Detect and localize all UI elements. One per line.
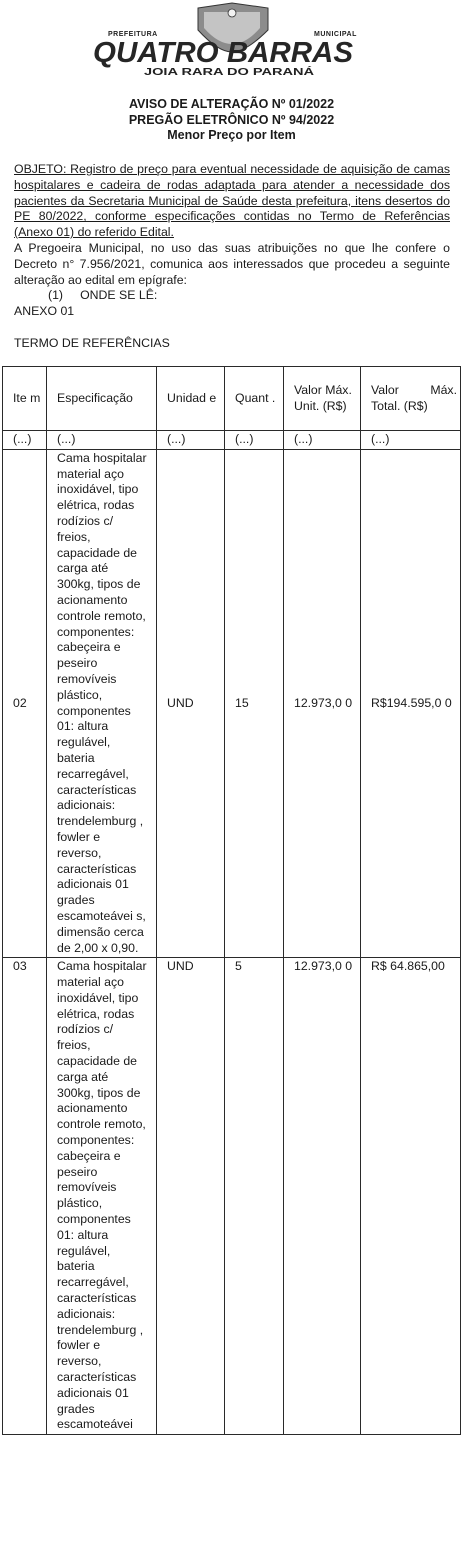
header-especificacao: Especificação xyxy=(47,367,157,431)
valor-total-cell: R$194.595,0 0 xyxy=(361,449,461,958)
valor-unit-cell: 12.973,0 0 xyxy=(284,449,361,958)
anexo-label: ANEXO 01 xyxy=(14,304,75,319)
ellipsis-cell: (...) xyxy=(225,431,284,450)
ellipsis-cell: (...) xyxy=(3,431,47,450)
especificacao-cell: Cama hospitalar material aço inoxidável, tipo elétrica, rodas rodízios c/ freios, capacidade de carga até 300kg, tipos de acionamento controle remoto, componentes: cabeçeira e peseiro removíveis plástico, componentes 01: altura regulável, bateria recarregável, características adicionais: trendelemburg , fowler e reverso, características adicionais 01 grades escamoteávei xyxy=(47,958,157,1435)
item-cell: 02 xyxy=(3,449,47,958)
intro-paragraph: A Pregoeira Municipal, no uso das suas atribuições no que lhe confere o Decreto n° 7.956/2021, comunica aos interessados que procedeu a seguinte alteração ao edital em epígrafe: xyxy=(14,240,450,287)
termo-title: TERMO DE REFERÊNCIAS xyxy=(14,335,170,350)
logo-graphic xyxy=(0,0,463,90)
notice-subtitle: PREGÃO ELETRÔNICO Nº 94/2022 xyxy=(128,112,335,127)
logo-small-right: MUNICIPAL xyxy=(314,31,357,38)
ellipsis-cell: (...) xyxy=(284,431,361,450)
table-header-row xyxy=(3,367,461,431)
valor-total-cell: R$ 64.865,00 xyxy=(361,958,461,1435)
logo-name: QUATRO BARRAS xyxy=(93,37,354,69)
header-item: Ite m xyxy=(3,367,47,431)
ellipsis-cell: (...) xyxy=(157,431,225,450)
valor-unit-cell: 12.973,0 0 xyxy=(284,958,361,1435)
quant-cell: 5 xyxy=(225,958,284,1435)
table-row xyxy=(3,958,461,1435)
objeto-paragraph: OBJETO: Registro de preço para eventual necessidade de aquisição de camas hospitalares e cadeira de rodas adaptada para atender a necessidade dos pacientes da Secretaria Municipal de Saúde desta prefeitura, itens desertos do PE 80/2022, conforme especificações contidas no Termo de Referências (Anexo 01) do referido Edital. xyxy=(14,162,450,240)
item-cell: 03 xyxy=(3,958,47,1435)
header-valor-unit: Valor Máx. Unit. (R$) xyxy=(284,367,361,431)
notice-body xyxy=(14,162,450,352)
header-valor-total: Valor Máx. Total. (R$) xyxy=(361,367,461,431)
unidade-cell: UND xyxy=(157,958,225,1435)
table-row xyxy=(3,449,461,958)
logo-small-left: PREFEITURA xyxy=(108,31,158,38)
ellipsis-cell: (...) xyxy=(361,431,461,450)
header-unidade: Unidad e xyxy=(157,367,225,431)
municipality-logo xyxy=(0,0,463,90)
reference-table xyxy=(2,366,461,1435)
logo-tagline: JOIA RARA DO PARANÁ xyxy=(144,67,261,78)
especificacao-cell: Cama hospitalar material aço inoxidável, tipo elétrica, rodas rodízios c/ freios, capacidade de carga até 300kg, tipos de acionamento controle remoto, componentes: cabeçeira e peseiro removíveis plástico, componentes 01: altura regulável, bateria recarregável, características adicionais: trendelemburg , fowler e reverso, características adicionais 01 grades escamoteávei s, dimensão cerca de 2,00 x 0,90. xyxy=(47,449,157,958)
unidade-cell: UND xyxy=(157,449,225,958)
quant-cell: 15 xyxy=(225,449,284,958)
notice-heading xyxy=(0,97,463,144)
onde-se-le-label: (1) ONDE SE LÊ: xyxy=(48,288,158,303)
notice-criteria: Menor Preço por Item xyxy=(167,128,296,142)
table-row xyxy=(3,431,461,450)
header-quant: Quant . xyxy=(225,367,284,431)
notice-title: AVISO DE ALTERAÇÃO Nº 01/2022 xyxy=(128,97,335,111)
ellipsis-cell: (...) xyxy=(47,431,157,450)
